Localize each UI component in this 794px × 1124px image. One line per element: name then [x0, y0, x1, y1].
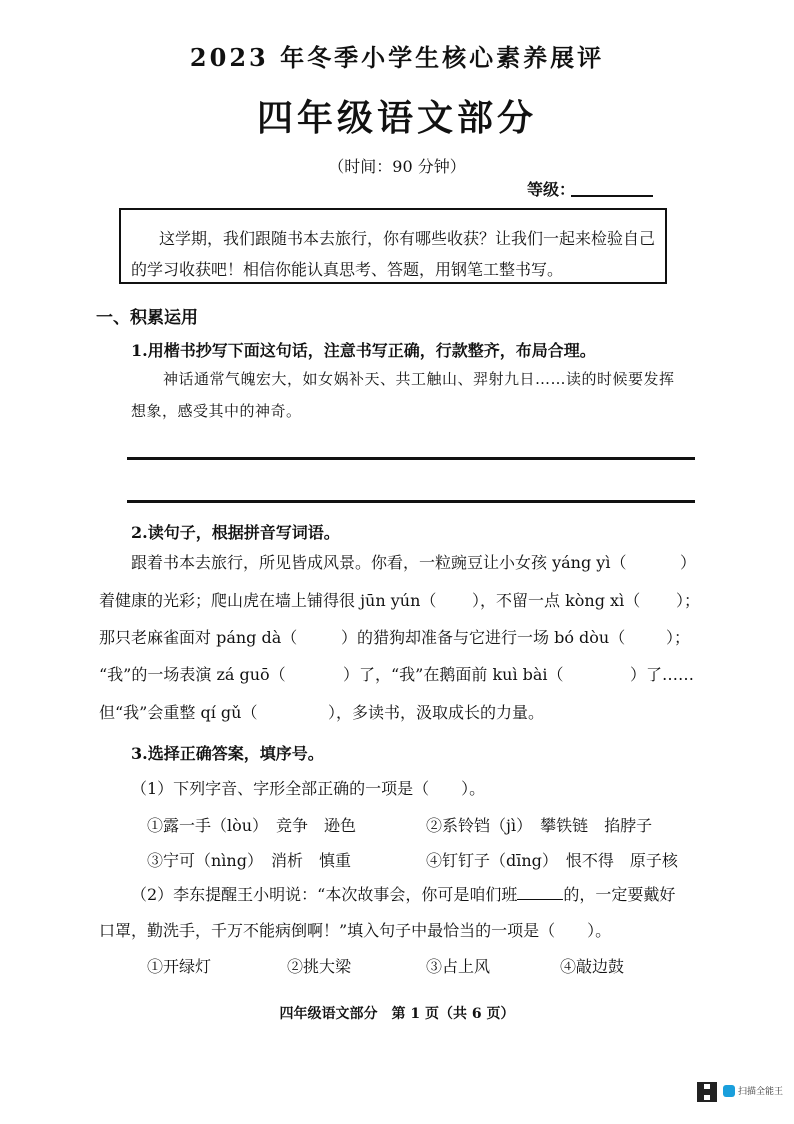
- q2-line-3c: ）；: [666, 628, 691, 647]
- intro-line-2: 的学习收获吧！相信你能认真思考、答题，用钢笔工整书写。: [131, 260, 564, 279]
- copy-text-line-1: 神话通常气魄宏大，如女娲补天、共工触山、羿射九日……读的时候要发挥: [163, 370, 675, 388]
- scanner-logo-icon: [723, 1085, 735, 1097]
- intro-box: [119, 208, 667, 284]
- copy-text-line-2: 想象，感受其中的神奇。: [131, 402, 302, 420]
- time-limit: （时间：90 分钟）: [328, 157, 466, 176]
- writing-line-2: [127, 500, 695, 503]
- q2-line-4b: ）了，“我”在鹅面前 kuì bài（: [343, 665, 564, 684]
- grade-label: 等级：: [527, 180, 576, 199]
- q3-option-1: ①露一手（lòu） 竞争 逊色: [147, 816, 357, 835]
- q3-sub-2-text-a: （2）李东提醒王小明说：“本次故事会，你可是咱们班: [131, 885, 518, 904]
- q2-line-3a: 那只老麻雀面对 páng dà（: [99, 628, 298, 647]
- q2-line-1-end: ）: [680, 553, 697, 572]
- q3-option-4: ④钉钉子（dīng） 恨不得 原子核: [426, 851, 678, 870]
- section-heading: 一、积累运用: [96, 308, 198, 328]
- q2-line-5b: ），多读书，汲取成长的力量。: [328, 703, 545, 722]
- q2-line-4a: “我”的一场表演 zá guō（: [99, 665, 286, 684]
- q3-sub-1: （1）下列字音、字形全部正确的一项是（ ）。: [131, 779, 486, 798]
- q3-sub-2-line-2: 口罩，勤洗手，千万不能病倒啊！”填入句子中最恰当的一项是（ ）。: [99, 921, 612, 940]
- q3-sub-2-text-b: 的，一定要戴好: [563, 885, 676, 904]
- q3-choice-2: ②挑大梁: [287, 957, 352, 976]
- q2-line-2b: ），不留一点 kòng xì（: [472, 591, 641, 610]
- qr-code-icon: [697, 1082, 717, 1102]
- q2-line-2a: 着健康的光彩；爬山虎在墙上铺得很 jūn yún（: [99, 591, 437, 610]
- q3-option-2: ②系铃铛（jì） 攀铁链 掐脖子: [426, 816, 653, 835]
- q2-line-1: [131, 550, 626, 573]
- q3-choice-1: ①开绿灯: [147, 957, 212, 976]
- page-footer: 四年级语文部分 第 1 页（共 6 页）: [279, 1006, 515, 1022]
- question-2-prompt: 2.读句子，根据拼音写词语。: [131, 523, 340, 542]
- question-1-prompt: 1.用楷书抄写下面这句话，注意书写正确，行款整齐，布局合理。: [131, 341, 596, 360]
- grade-blank: [571, 195, 653, 197]
- exam-subtitle: 四年级语文部分: [256, 97, 537, 139]
- q3-option-3: ③宁可（nìng） 消析 慎重: [147, 851, 351, 870]
- q2-text: 跟着书本去旅行，所见皆成风景。你看，一粒豌豆让小女孩 yáng yì（: [131, 553, 627, 572]
- question-3-prompt: 3.选择正确答案，填序号。: [131, 744, 324, 763]
- writing-line-1: [127, 457, 695, 460]
- q3-choice-4: ④敲边鼓: [560, 957, 625, 976]
- intro-line-1: 这学期，我们跟随书本去旅行，你有哪些收获？让我们一起来检验自己: [159, 229, 656, 248]
- watermark-text: 扫描全能王: [738, 1087, 784, 1097]
- exam-title: 2023 年冬季小学生核心素养展评: [189, 43, 605, 72]
- q2-line-2c: ）；: [676, 591, 701, 610]
- fill-blank: [517, 899, 563, 900]
- q2-line-5a: 但“我”会重整 qí gǔ（: [99, 703, 258, 722]
- q3-choice-3: ③占上风: [426, 957, 491, 976]
- q3-sub-2-line-1: [131, 882, 675, 905]
- q2-line-4c: ）了……: [630, 665, 695, 684]
- q2-line-3b: ）的猎狗却准备与它进行一场 bó dòu（: [341, 628, 626, 647]
